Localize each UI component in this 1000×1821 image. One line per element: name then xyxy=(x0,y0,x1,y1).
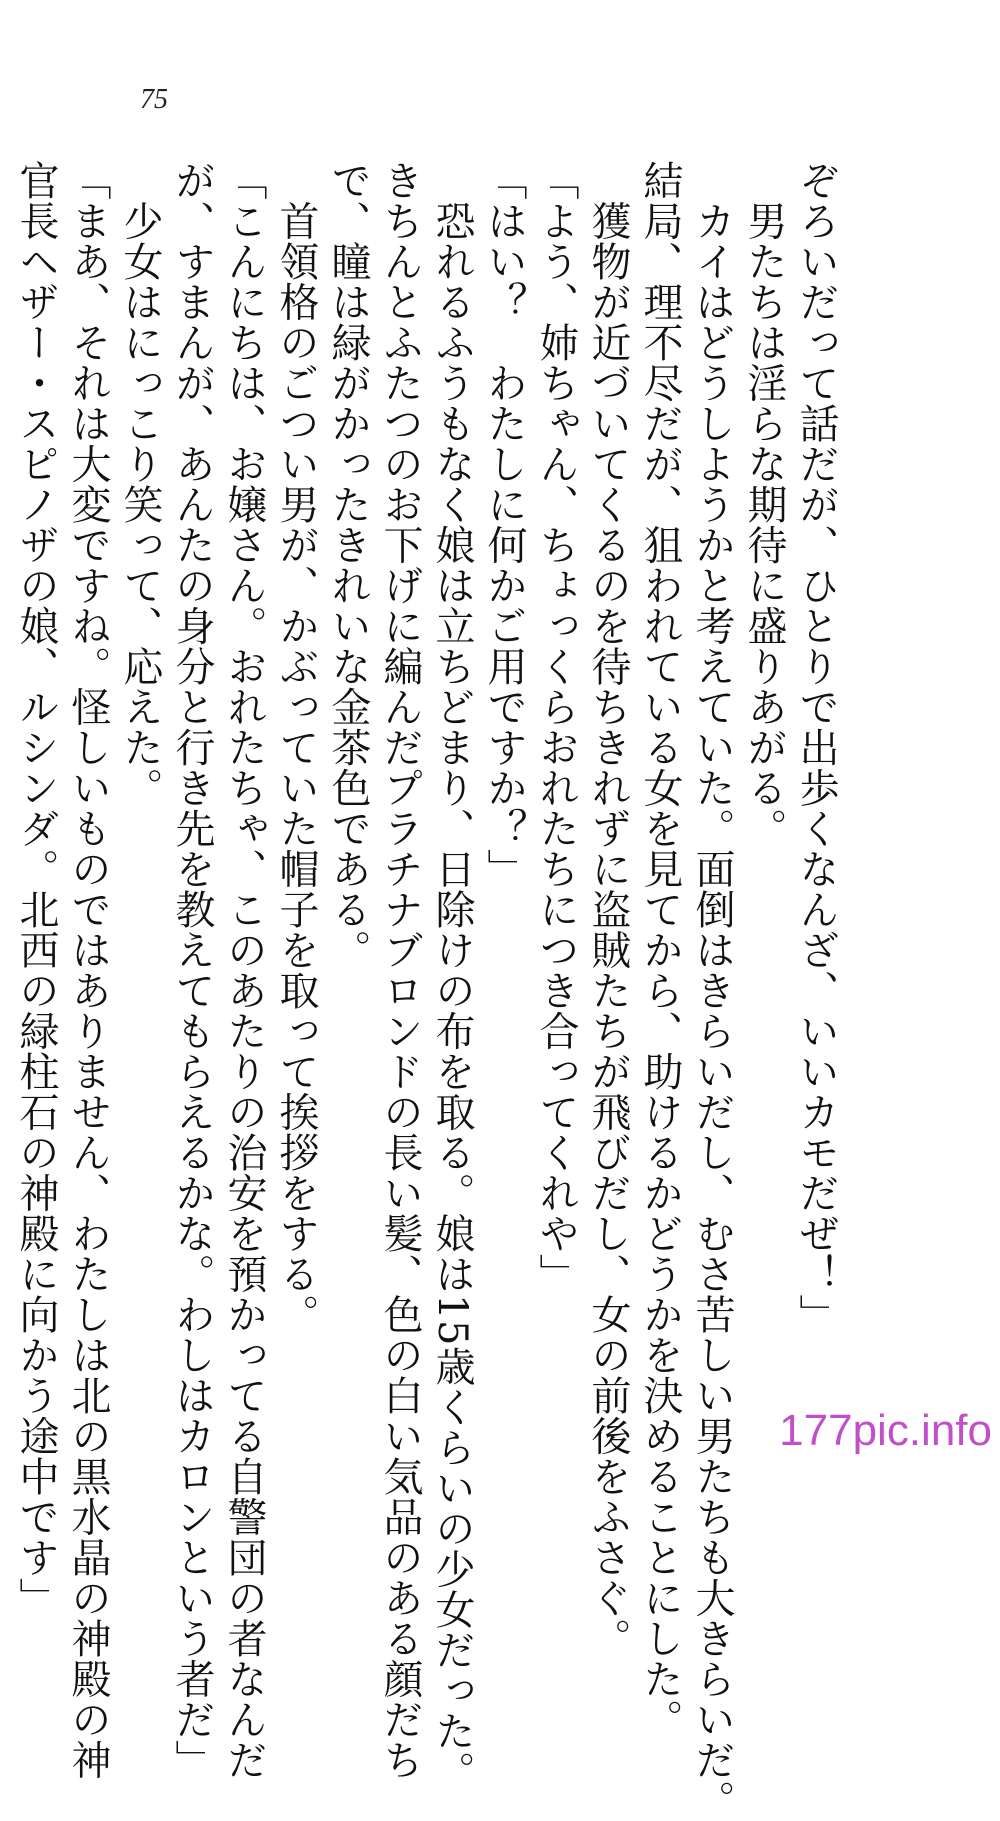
text-line: きちんとふたつのお下げに編んだプラチナブロンドの長い髪、色の白い気品のある顔だち xyxy=(377,160,423,1780)
text-line: 少女はにっこり笑って、応えた。 xyxy=(117,160,163,808)
text-line: 「はい？ わたしに何かご用ですか？」 xyxy=(481,160,527,889)
text-line: ぞろいだって話だが、ひとりで出歩くなんざ、いいカモだぜ！」 xyxy=(793,160,839,1335)
text-line: 「よう、姉ちゃん、ちょっくらおれたちにつき合ってくれや」 xyxy=(533,160,579,1294)
text-line: 恐れるふうもなく娘は立ちどまり、日除けの布を取る。娘は15歳くらいの少女だった。 xyxy=(429,160,475,1792)
text-line: 「まあ、それは大変ですね。怪しいものではありません、わたしは北の黒水晶の神殿の神 xyxy=(65,160,111,1780)
text-line: 結局、理不尽だが、狙われている女を見てから、助けるかどうかを決めることにした。 xyxy=(637,160,683,1740)
text-line: 「こんにちは、お嬢さん。おれたちゃ、このあたりの治安を預かってる自警団の者なんだ xyxy=(221,160,267,1780)
text-line: で、瞳は緑がかったきれいな金茶色である。 xyxy=(325,160,371,970)
text-line: が、すまんが、あんたの身分と行き先を教えてもらえるかな。わしはカロンという者だ」 xyxy=(169,160,215,1780)
page-number: 75 xyxy=(140,84,168,115)
text-line: 官長ヘザー・スピノザの娘、ルシンダ。北西の緑柱石の神殿に向かう途中です」 xyxy=(13,160,59,1618)
text-line: 獲物が近づいてくるのを待ちきれずに盗賊たちが飛びだし、女の前後をふさぐ。 xyxy=(585,160,631,1659)
watermark-text: 177pic.info xyxy=(779,1406,992,1455)
text-line: 首領格のごつい男が、かぶっていた帽子を取って挨拶をする。 xyxy=(273,160,319,1335)
text-line: 男たちは淫らな期待に盛りあがる。 xyxy=(741,160,787,849)
vertical-text-body xyxy=(10,160,842,1821)
text-line: カイはどうしようかと考えていた。面倒はきらいだし、むさ苦しい男たちも大きらいだ。 xyxy=(689,160,735,1821)
